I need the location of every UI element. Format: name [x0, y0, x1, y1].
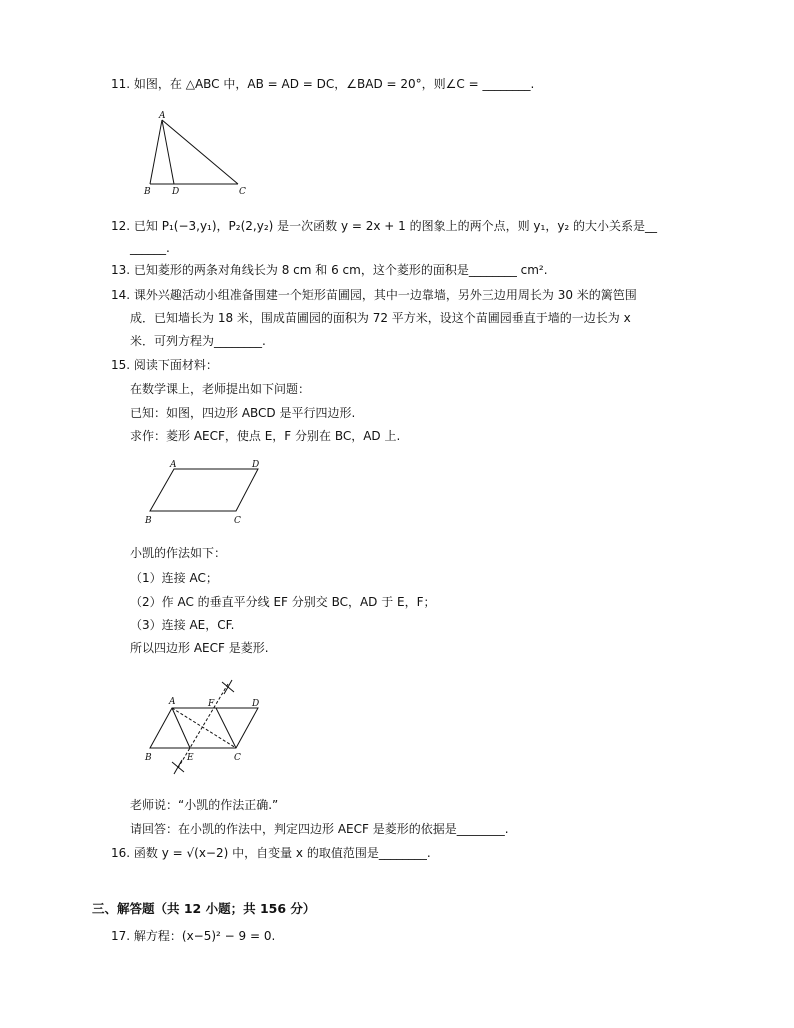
label-b: B: [144, 187, 151, 197]
question-17: 17. 解方程：(x−5)² − 9 = 0.: [111, 929, 276, 943]
question-15-title: 15. 阅读下面材料：: [111, 358, 218, 372]
method-step-3: （3）连接 AE，CF.: [130, 618, 235, 632]
label-a: A: [169, 697, 176, 707]
label-a: A: [159, 111, 166, 121]
label-c: C: [234, 516, 241, 526]
question-15-line4: 求作：菱形 AECF，使点 E，F 分别在 BC，AD 上.: [130, 429, 401, 443]
label-d: D: [172, 187, 180, 197]
question-13: 13. 已知菱形的两条对角线长为 8 cm 和 6 cm，这个菱形的面积是________ cm².: [111, 263, 548, 277]
method-conclusion: 所以四边形 AECF 是菱形.: [130, 641, 269, 655]
question-11: 11. 如图，在 △ABC 中，AB = AD = DC，∠BAD = 20°，则∠C = ________.: [111, 77, 535, 91]
question-15-ask: 请回答：在小凯的作法中，判定四边形 AECF 是菱形的依据是________.: [130, 822, 509, 836]
question-12-line2: ______.: [130, 241, 170, 255]
label-d: D: [252, 699, 260, 709]
label-f: F: [208, 699, 215, 709]
teacher-remark: 老师说：“小凯的作法正确.”: [130, 798, 279, 812]
method-step-2: （2）作 AC 的垂直平分线 EF 分别交 BC，AD 于 E，F；: [130, 595, 436, 609]
section-3-heading: 三、解答题（共 12 小题；共 156 分）: [92, 901, 316, 916]
question-15-line2: 在数学课上，老师提出如下问题：: [130, 382, 311, 396]
parallelogram-abcd-figure: [140, 455, 270, 527]
question-16: 16. 函数 y = √(x−2) 中，自变量 x 的取值范围是________.: [111, 846, 431, 860]
question-15-line3: 已知：如图，四边形 ABCD 是平行四边形.: [130, 406, 356, 420]
label-b: B: [145, 516, 152, 526]
question-14-line3: 米．可列方程为________.: [130, 334, 266, 348]
triangle-abc-figure: [140, 108, 255, 200]
label-a: A: [170, 460, 177, 470]
question-12-line1: 12. 已知 P₁(−3,y₁)，P₂(2,y₂) 是一次函数 y = 2x + 1 的图象上的两个点，则 y₁，y₂ 的大小关系是__: [111, 219, 658, 233]
label-e: E: [187, 753, 194, 763]
label-c: C: [239, 187, 246, 197]
rhombus-construction-figure: [140, 672, 270, 782]
method-intro: 小凯的作法如下：: [130, 546, 227, 560]
label-c: C: [234, 753, 241, 763]
label-d: D: [252, 460, 260, 470]
question-14-line2: 成．已知墙长为 18 米，围成苗圃园的面积为 72 平方米，设这个苗圃园垂直于墙的一边长为 x: [130, 311, 631, 325]
method-step-1: （1）连接 AC；: [130, 571, 218, 585]
question-14-line1: 14. 课外兴趣活动小组准备围建一个矩形苗圃园，其中一边靠墙，另外三边用周长为 30 米的篱笆围: [111, 288, 637, 302]
label-b: B: [145, 753, 152, 763]
